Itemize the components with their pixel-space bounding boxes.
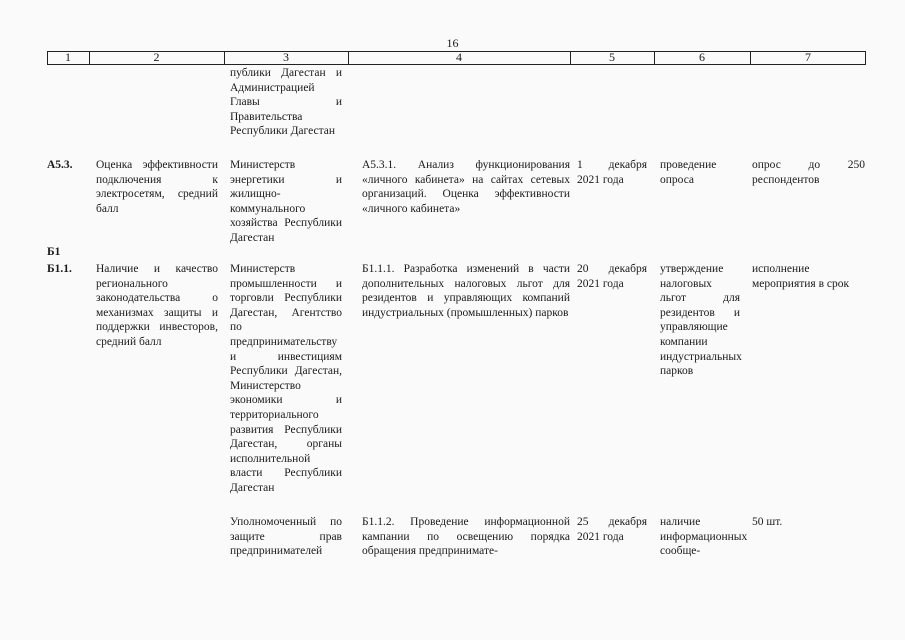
table-header-row bbox=[47, 51, 866, 65]
header-col-7: 7 bbox=[805, 50, 811, 64]
header-col-1: 1 bbox=[65, 50, 71, 64]
row4-deadline: 25 декабря 2021 года bbox=[577, 516, 647, 543]
header-col-3: 3 bbox=[283, 50, 289, 64]
row3-target: исполнение мероприятия в срок bbox=[752, 263, 850, 290]
row3-measure: Б1.1.1. Разработка изменений в части дополнительных налоговых льгот для резидентов и управляющих компаний индустриальных (промышленных) парков bbox=[362, 263, 570, 319]
row3-indicator: Наличие и качество регионального законодательства о механизмах защиты и поддержки инвесторов, средний балл bbox=[96, 263, 218, 348]
header-col-2: 2 bbox=[153, 50, 160, 64]
row1-result: проведение опроса bbox=[660, 159, 717, 186]
row1-deadline: 1 декабря 2021 года bbox=[577, 159, 647, 186]
row3-result: утверждение налоговых льгот для резидентов и управляющие компании индустриальных парков bbox=[660, 263, 742, 378]
section-b1: Б1 bbox=[47, 246, 61, 258]
row4-executor: Уполномоченный по защите прав предпринимателей bbox=[230, 516, 342, 558]
row3-code: Б1.1. bbox=[47, 263, 72, 275]
page-number: 16 bbox=[446, 36, 459, 50]
row1-measure: А5.3.1. Анализ функционирования «личного кабинета» на сайтах сетевых организаций. Оценка эффективности «личного кабинета» bbox=[362, 159, 570, 215]
header-col-4: 4 bbox=[456, 50, 462, 64]
row0-executor: публики Дагестан и Администрацией Главы и Правительства Республики Дагестан bbox=[230, 67, 342, 138]
header-col-6: 6 bbox=[699, 50, 705, 64]
row4-target: 50 шт. bbox=[752, 516, 783, 528]
row4-measure: Б1.1.2. Проведение информационной кампании по освещению порядка обращения предпринимате- bbox=[362, 516, 570, 558]
header-col-5: 5 bbox=[609, 50, 615, 64]
row1-indicator: Оценка эффективности подключения к электросетям, средний балл bbox=[96, 159, 218, 215]
row3-deadline: 20 декабря 2021 года bbox=[577, 263, 647, 290]
row1-executor: Министерств энергетики и жилищно-коммунального хозяйства Республики Дагестан bbox=[230, 159, 342, 244]
row1-target: опрос до 250 респондентов bbox=[752, 159, 865, 186]
row1-code: А5.3. bbox=[47, 159, 73, 171]
row4-result: наличие информационных сообще- bbox=[660, 516, 748, 558]
row3-executor: Министерств промышленности и торговли Республики Дагестан, Агентство по предпринимательству и инвестициям Республики Дагестан, Министерство экономики и территориального развития Республики Дагестан, органы исполнительной власти Республики Дагестан bbox=[230, 263, 342, 494]
